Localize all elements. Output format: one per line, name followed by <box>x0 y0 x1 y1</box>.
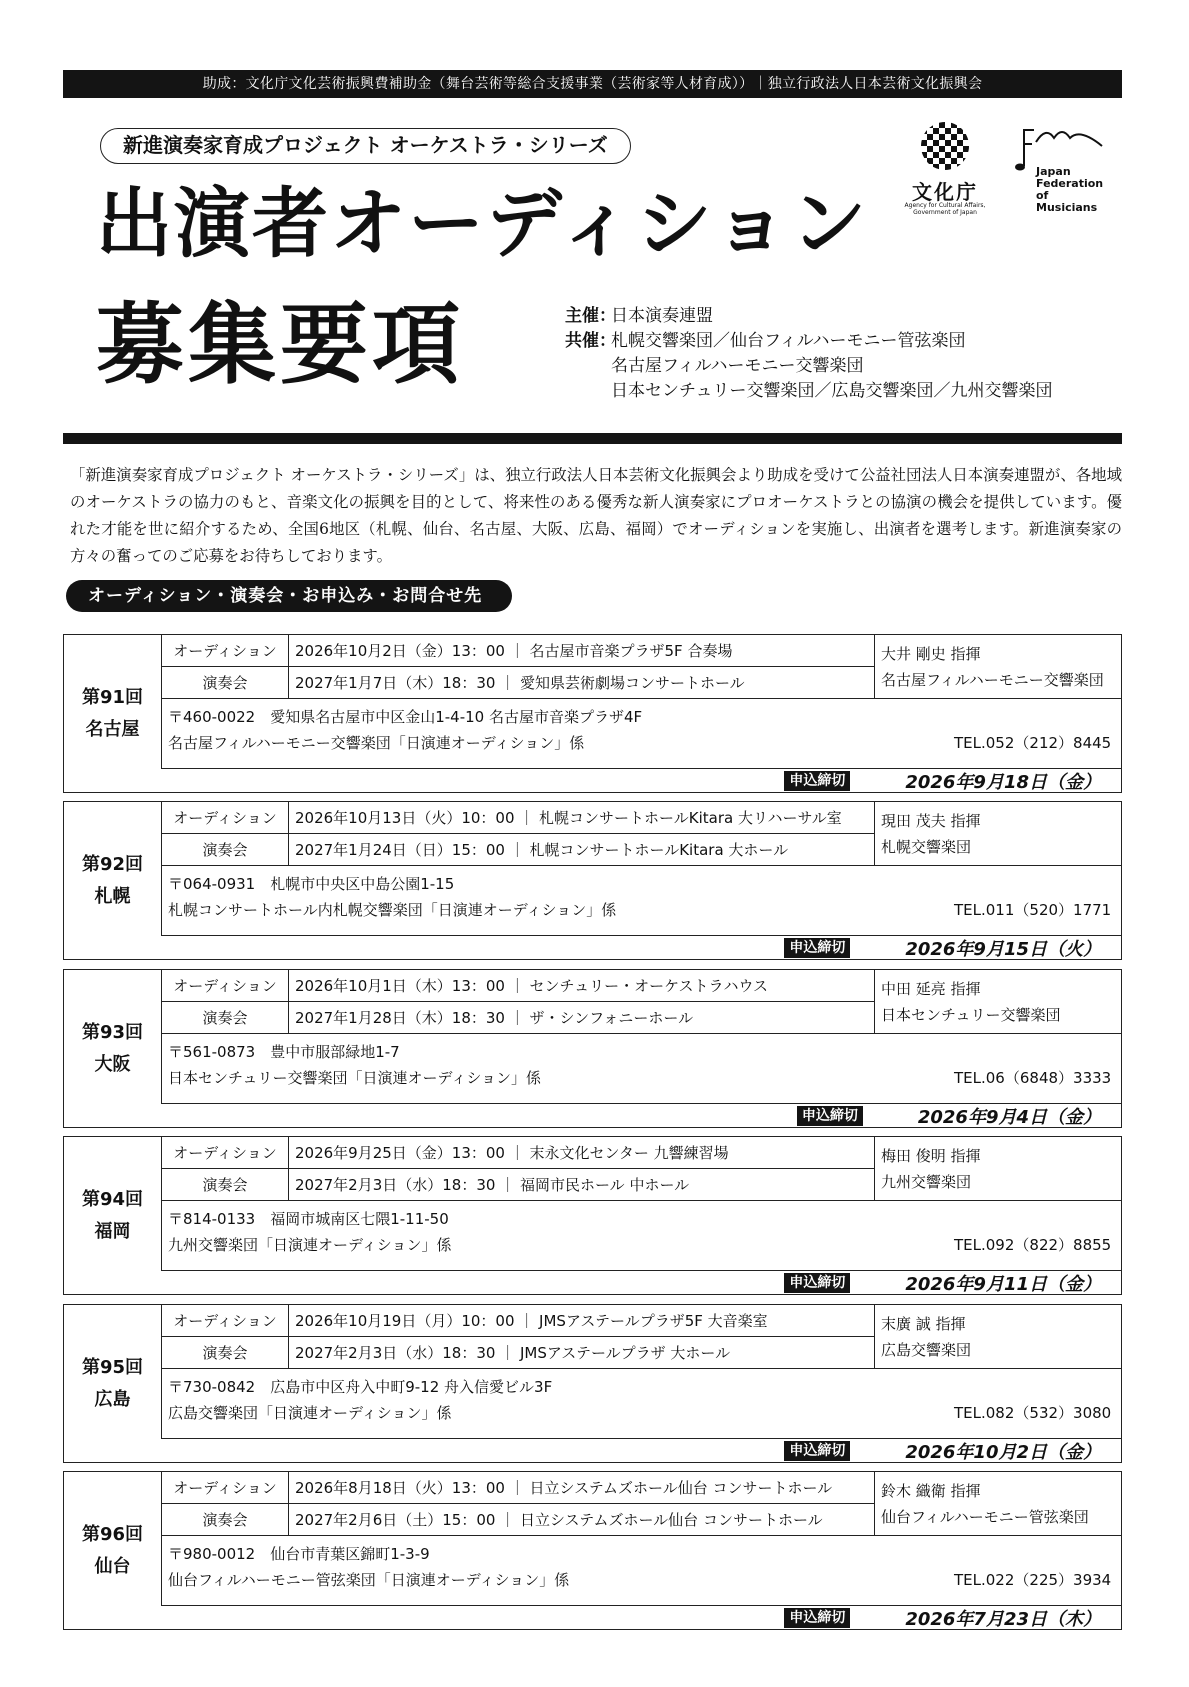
city-name: 大阪 <box>94 1053 131 1075</box>
address-block <box>168 1206 452 1258</box>
jfm-logo-text: Japan Federation of Musicians <box>1036 165 1104 214</box>
orchestra-name: 仙台フィルハーモニー管弦楽団 <box>881 1508 1089 1526</box>
phone-number: TEL.082（532）3080 <box>954 1404 1112 1422</box>
phone-number: TEL.06（6848）3333 <box>954 1069 1112 1087</box>
conductor-name: 末廣 誠 指揮 <box>881 1315 966 1333</box>
conductor-name: 現田 茂夫 指揮 <box>881 812 981 830</box>
deadline-date: 2026年9月18日（金） <box>905 772 1101 793</box>
contact-name: 日本センチュリー交響楽団「日演連オーディション」係 <box>168 1069 542 1087</box>
region-heading <box>64 1472 161 1629</box>
deadline-row <box>784 937 1101 959</box>
postal-address: 〒460-0022 愛知県名古屋市中区金山1-4-10 名古屋市音楽プラザ4F <box>168 708 643 726</box>
conductor-cell <box>874 1305 1121 1369</box>
bunkacho-logo <box>895 122 995 217</box>
cohost-label: 共催： <box>565 331 616 351</box>
round-number: 第91回 <box>81 686 144 708</box>
deadline-label: 申込締切 <box>784 938 850 958</box>
postal-address: 〒980-0012 仙台市青葉区錦町1-3-9 <box>168 1545 430 1563</box>
region-heading <box>64 635 161 792</box>
round-number: 第93回 <box>81 1021 144 1043</box>
audition-detail: 2026年10月1日（木）13：00 ｜ センチュリー・オーケストラハウス <box>295 977 769 995</box>
audition-label: オーディション <box>162 802 289 833</box>
deadline-label: 申込締切 <box>797 1106 863 1126</box>
city-name: 広島 <box>94 1388 131 1410</box>
bunkacho-logo-kanji: 文化庁 <box>912 180 978 204</box>
city-name: 名古屋 <box>85 718 140 740</box>
cohost-line: 札幌交響楽団／仙台フィルハーモニー管弦楽団 <box>611 331 966 351</box>
audition-label: オーディション <box>162 1472 289 1503</box>
audition-block <box>63 634 1122 793</box>
audition-block <box>63 1471 1122 1630</box>
audition-label: オーディション <box>162 1305 289 1336</box>
checker-emblem-icon <box>921 122 969 170</box>
region-heading <box>64 802 161 959</box>
schedule-grid <box>161 1472 1121 1606</box>
region-heading <box>64 1305 161 1462</box>
audition-block <box>63 1304 1122 1463</box>
concert-row <box>162 1002 874 1034</box>
audition-block <box>63 969 1122 1128</box>
audition-block <box>63 1136 1122 1295</box>
schedule-grid <box>161 1137 1121 1271</box>
concert-row <box>162 667 874 699</box>
contact-name: 名古屋フィルハーモニー交響楽団「日演連オーディション」係 <box>168 734 585 752</box>
round-number: 第95回 <box>81 1356 144 1378</box>
address-block <box>168 1374 552 1426</box>
schedule-grid <box>161 970 1121 1104</box>
conductor-name: 梅田 俊明 指揮 <box>881 1147 981 1165</box>
audition-detail: 2026年8月18日（火）13：00 ｜ 日立システムズホール仙台 コンサートホール <box>295 1479 833 1497</box>
schedule-grid <box>161 1305 1121 1439</box>
concert-detail: 2027年1月7日（木）18：30 ｜ 愛知県芸術劇場コンサートホール <box>295 674 745 692</box>
orchestra-name: 名古屋フィルハーモニー交響楽団 <box>881 671 1104 689</box>
address-block <box>168 1039 541 1091</box>
concert-label: 演奏会 <box>162 667 289 698</box>
concert-label: 演奏会 <box>162 1504 289 1535</box>
region-heading <box>64 1137 161 1294</box>
concert-row <box>162 1504 874 1536</box>
intro-text: 「新進演奏家育成プロジェクト オーケストラ・シリーズ」は、独立行政法人日本芸術文化振興会より助成を受けて公益社団法人日本演奏連盟が、各地域のオーケストラの協力のもと、音楽文化の振興を目的として、将来性のある優秀な新人演奏家にプロオーケストラとの協演の機会を提供しています。優れた才能を世に紹介するため、全国6地区（札幌、仙台、名古屋、大阪、広島、福岡）でオーディションを実施し、出演者を選考します。新進演奏家の方々の奮ってのご応募をお待ちしております。 <box>70 466 1122 565</box>
deadline-date: 2026年9月4日（金） <box>917 1107 1101 1128</box>
page-subtitle: 募集要項 <box>96 292 465 396</box>
postal-address: 〒814-0133 福岡市城南区七隈1-11-50 <box>168 1210 449 1228</box>
concert-row <box>162 834 874 866</box>
deadline-row <box>784 770 1101 792</box>
concert-detail: 2027年2月3日（水）18：30 ｜ JMSアステールプラザ 大ホール <box>295 1344 731 1362</box>
contact-name: 札幌コンサートホール内札幌交響楽団「日演連オーディション」係 <box>168 901 617 919</box>
deadline-label: 申込締切 <box>784 771 850 791</box>
postal-address: 〒561-0873 豊中市服部緑地1-7 <box>168 1043 400 1061</box>
deadline-date: 2026年7月23日（木） <box>905 1609 1101 1630</box>
deadline-date: 2026年9月11日（金） <box>905 1274 1101 1295</box>
host-label: 主催： <box>565 306 616 326</box>
round-number: 第96回 <box>81 1523 144 1545</box>
conductor-cell <box>874 802 1121 866</box>
contact-name: 広島交響楽団「日演連オーディション」係 <box>168 1404 452 1422</box>
deadline-label: 申込締切 <box>784 1273 850 1293</box>
audition-label: オーディション <box>162 635 289 666</box>
orchestra-name: 広島交響楽団 <box>881 1341 972 1359</box>
concert-label: 演奏会 <box>162 1169 289 1200</box>
phone-number: TEL.011（520）1771 <box>954 901 1112 919</box>
deadline-row <box>797 1105 1101 1127</box>
deadline-date: 2026年10月2日（金） <box>905 1442 1101 1463</box>
audition-block <box>63 801 1122 960</box>
audition-label: オーディション <box>162 1137 289 1168</box>
section-heading: オーディション・演奏会・お申込み・お問合せ先 <box>66 580 512 612</box>
deadline-label: 申込締切 <box>784 1441 850 1461</box>
orchestra-name: 札幌交響楽団 <box>881 838 972 856</box>
round-number: 第94回 <box>81 1188 144 1210</box>
concert-label: 演奏会 <box>162 834 289 865</box>
city-name: 仙台 <box>94 1555 131 1577</box>
series-label: 新進演奏家育成プロジェクト オーケストラ・シリーズ <box>100 128 631 164</box>
cohost-line: 名古屋フィルハーモニー交響楽団 <box>611 356 864 376</box>
concert-row <box>162 1169 874 1201</box>
host-name: 日本演奏連盟 <box>611 306 713 326</box>
region-heading <box>64 970 161 1127</box>
city-name: 福岡 <box>94 1220 131 1242</box>
orchestra-name: 日本センチュリー交響楽団 <box>881 1006 1061 1024</box>
orchestra-name: 九州交響楽団 <box>881 1173 972 1191</box>
contact-name: 九州交響楽団「日演連オーディション」係 <box>168 1236 452 1254</box>
subsidy-banner: 助成：文化庁文化芸術振興費補助金（舞台芸術等総合支援事業（芸術家等人材育成））｜独立行政法人日本芸術文化振興会 <box>63 70 1122 98</box>
city-name: 札幌 <box>94 885 131 907</box>
deadline-row <box>784 1272 1101 1294</box>
concert-label: 演奏会 <box>162 1337 289 1368</box>
audition-detail: 2026年9月25日（金）13：00 ｜ 末永文化センター 九響練習場 <box>295 1144 729 1162</box>
deadline-date: 2026年9月15日（火） <box>905 939 1101 960</box>
conductor-name: 大井 剛史 指揮 <box>881 645 981 663</box>
conductor-name: 中田 延亮 指揮 <box>881 980 981 998</box>
audition-row <box>162 970 874 1002</box>
concert-detail: 2027年2月3日（水）18：30 ｜ 福岡市民ホール 中ホール <box>295 1176 690 1194</box>
postal-address: 〒730-0842 広島市中区舟入中町9-12 舟入信愛ビル3F <box>168 1378 553 1396</box>
audition-row <box>162 1472 874 1504</box>
postal-address: 〒064-0931 札幌市中央区中島公園1-15 <box>168 875 455 893</box>
page-title: 出演者オーディション <box>96 179 869 268</box>
audition-detail: 2026年10月19日（月）10：00 ｜ JMSアステールプラザ5F 大音楽室 <box>295 1312 768 1330</box>
address-block <box>168 1541 569 1593</box>
deadline-label: 申込締切 <box>784 1608 850 1628</box>
phone-number: TEL.052（212）8445 <box>954 734 1112 752</box>
conductor-cell <box>874 635 1121 699</box>
schedule-grid <box>161 802 1121 936</box>
concert-label: 演奏会 <box>162 1002 289 1033</box>
phone-number: TEL.092（822）8855 <box>954 1236 1112 1254</box>
audition-detail: 2026年10月13日（火）10：00 ｜ 札幌コンサートホールKitara 大リハーサル室 <box>295 809 842 827</box>
audition-row <box>162 1137 874 1169</box>
address-block <box>168 704 642 756</box>
phone-number: TEL.022（225）3934 <box>954 1571 1112 1589</box>
jfm-logo <box>1010 122 1120 217</box>
concert-detail: 2027年1月28日（木）18：30 ｜ ザ・シンフォニーホール <box>295 1009 694 1027</box>
cohost-line: 日本センチュリー交響楽団／広島交響楽団／九州交響楽団 <box>611 381 1053 401</box>
audition-row <box>162 1305 874 1337</box>
concert-detail: 2027年1月24日（日）15：00 ｜ 札幌コンサートホールKitara 大ホール <box>295 841 789 859</box>
audition-label: オーディション <box>162 970 289 1001</box>
conductor-cell <box>874 970 1121 1034</box>
address-block <box>168 871 616 923</box>
audition-detail: 2026年10月2日（金）13：00 ｜ 名古屋市音楽プラザ5F 合奏場 <box>295 642 733 660</box>
deadline-row <box>784 1607 1101 1629</box>
concert-row <box>162 1337 874 1369</box>
audition-row <box>162 635 874 667</box>
bunkacho-logo-english: Agency for Cultural Affairs, Government of Japan <box>904 202 986 216</box>
conductor-name: 鈴木 織衛 指揮 <box>881 1482 981 1500</box>
round-number: 第92回 <box>81 853 144 875</box>
schedule-grid <box>161 635 1121 769</box>
contact-name: 仙台フィルハーモニー管弦楽団「日演連オーディション」係 <box>168 1571 570 1589</box>
conductor-cell <box>874 1472 1121 1536</box>
organizers <box>565 304 1053 404</box>
divider <box>63 433 1122 444</box>
concert-detail: 2027年2月6日（土）15：00 ｜ 日立システムズホール仙台 コンサートホール <box>295 1511 823 1529</box>
conductor-cell <box>874 1137 1121 1201</box>
deadline-row <box>784 1440 1101 1462</box>
audition-row <box>162 802 874 834</box>
